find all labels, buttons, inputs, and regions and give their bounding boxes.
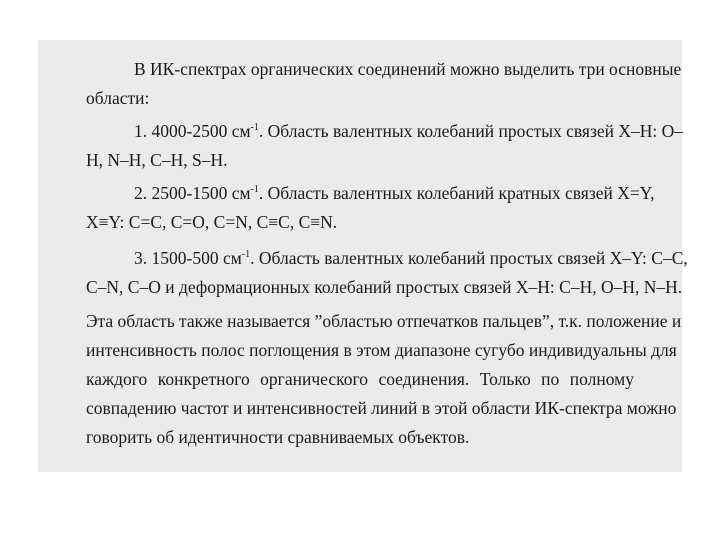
item-2-line-1 — [134, 182, 655, 204]
item-2-unit-sup: -1 — [250, 184, 259, 196]
paragraph-line-2: интенсивность полос поглощения в этом диапазоне сугубо индивидуальны для — [86, 340, 677, 360]
item-3-text: . Область валентных колебаний простых связей X–Y: C–C, — [250, 248, 688, 268]
item-1-unit-sup: -1 — [250, 122, 259, 134]
paragraph-line-4: совпадению частот и интенсивностей линий в этой области ИК-спектра можно — [86, 398, 677, 418]
item-2-number: 2. — [134, 183, 148, 203]
item-3-range: 1500-500 см — [151, 248, 242, 268]
item-1-line-2: H, N–H, C–H, S–H. — [86, 150, 228, 170]
item-1-range: 4000-2500 см — [151, 121, 251, 141]
item-1-text: . Область валентных колебаний простых связей X–H: O– — [258, 121, 684, 141]
paragraph-line-5: говорить об идентичности сравниваемых объектов. — [86, 427, 470, 447]
item-1-line-1 — [134, 120, 684, 142]
item-2-text: . Область валентных колебаний кратных связей X=Y, — [258, 183, 655, 203]
paragraph-line-1: Эта область также называется ”областью отпечатков пальцев”, т.к. положение и — [86, 311, 682, 331]
intro-line-2: области: — [86, 88, 150, 108]
item-3-line-2: C–N, C–O и деформационных колебаний простых связей X–H: C–H, O–H, N–H. — [86, 277, 683, 297]
item-3-unit-sup: -1 — [241, 249, 251, 261]
intro-line-1: В ИК-спектрах органических соединений можно выделить три основные — [134, 59, 682, 79]
item-1-number: 1. — [134, 121, 148, 141]
text-panel — [38, 40, 688, 472]
item-3-line-1 — [134, 247, 688, 269]
paragraph-line-3: каждого конкретного органического соединения. Только по полному — [86, 369, 634, 389]
item-2-line-2: X≡Y: C=C, C=O, C=N, C≡C, C≡N. — [86, 212, 338, 232]
item-3-number: 3. — [134, 248, 148, 268]
item-2-range: 2500-1500 см — [151, 183, 251, 203]
